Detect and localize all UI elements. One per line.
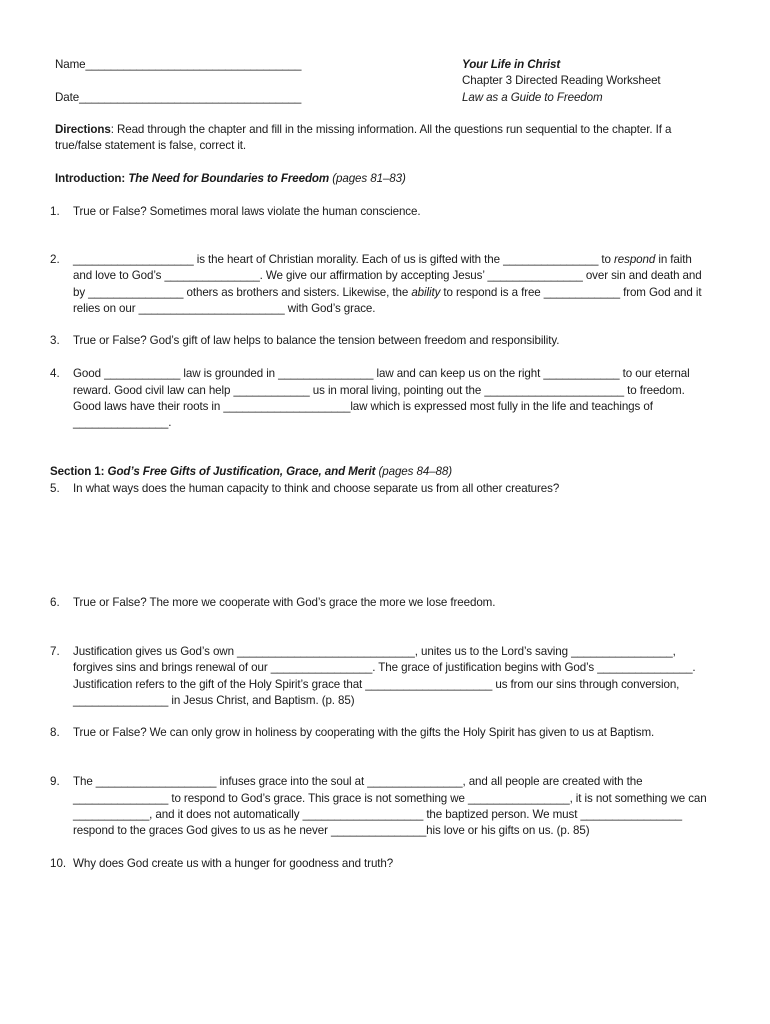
date-field[interactable]: Date___________________________________ (55, 91, 302, 104)
q7-line-3: Justification refers to the gift of the Holy Spirit’s grace that ____________________ us from our sins through conversion, (73, 678, 680, 691)
q2-respond: respond (614, 253, 656, 266)
q2-number: 2. (50, 253, 60, 266)
q7-line-4: _______________ in Jesus Christ, and Baptism. (p. 85) (73, 694, 355, 707)
q7-line-1: Justification gives us God’s own ____________________________, unites us to the Lord’s saving ________________, (73, 645, 676, 658)
directions-line-1 (55, 122, 671, 138)
q1-text: True or False? Sometimes moral laws violate the human conscience. (73, 205, 421, 218)
intro-pages: (pages 81–83) (329, 172, 406, 185)
q7-number: 7. (50, 645, 60, 658)
section1-heading (50, 464, 452, 480)
q5-text: In what ways does the human capacity to think and choose separate us from all other creatures? (73, 482, 560, 495)
q9-line-4: respond to the graces God gives to us as he never _______________his love or his gifts on us. (p. 85) (73, 824, 590, 837)
q4-line-3: Good laws have their roots in ____________________law which is expressed most fully in the life and teachings of (73, 400, 653, 413)
q9-line-2: _______________ to respond to God’s grace. This grace is not something we ________________, it is not something we can (73, 792, 707, 805)
section1-title: God’s Free Gifts of Justification, Grace, and Merit (107, 465, 376, 478)
q4-line-4: _______________. (73, 416, 172, 429)
q2-line-2: and love to God’s _______________. We give our affirmation by accepting Jesus’ _______________ over sin and death and (73, 269, 702, 282)
q2-line-1 (73, 252, 692, 268)
q3-text: True or False? God’s gift of law helps to balance the tension between freedom and responsibility. (73, 334, 560, 347)
q9-number: 9. (50, 775, 60, 788)
directions-label: Directions (55, 123, 111, 136)
q3-number: 3. (50, 334, 60, 347)
q2-line-1c: in faith (655, 253, 692, 266)
q6-text: True or False? The more we cooperate with God’s grace the more we lose freedom. (73, 596, 496, 609)
intro-label: Introduction: (55, 172, 129, 185)
q10-text: Why does God create us with a hunger for goodness and truth? (73, 857, 394, 870)
q10-number: 10. (50, 857, 67, 870)
q5-number: 5. (50, 482, 60, 495)
q7-line-2: forgives sins and brings renewal of our ________________. The grace of justification begins with God’s _______________. (73, 661, 696, 674)
q4-line-2: reward. Good civil law can help ____________ us in moral living, pointing out the ______________________ to freedom. (73, 384, 685, 397)
section1-pages: (pages 84–88) (375, 465, 452, 478)
q2-ability: ability (411, 286, 441, 299)
q9-line-3: ____________, and it does not automatically ___________________ the baptized person. We must ________________ (73, 808, 683, 821)
q8-number: 8. (50, 726, 60, 739)
q2-line-3 (73, 285, 701, 301)
q8-text: True or False? We can only grow in holiness by cooperating with the gifts the Holy Spirit has given to us at Baptism. (73, 726, 655, 739)
directions-line-2: true/false statement is false, correct it. (55, 139, 247, 152)
chapter-heading: Chapter 3 Directed Reading Worksheet (462, 74, 661, 87)
name-field[interactable]: Name__________________________________ (55, 58, 302, 71)
directions-text-1: : Read through the chapter and fill in the missing information. All the questions run sequential to the chapter. If a (110, 123, 672, 136)
q2-line-4: relies on our _______________________ with God’s grace. (73, 302, 376, 315)
q4-line-1: Good ____________ law is grounded in _______________ law and can keep us on the right ____________ to our eternal (73, 367, 690, 380)
q1-number: 1. (50, 205, 60, 218)
q2-line-1a: ___________________ is the heart of Christian morality. Each of us is gifted with the _______________ to (73, 253, 615, 266)
q2-line-3a: by _______________ others as brothers and sisters. Likewise, the (73, 286, 412, 299)
book-title: Your Life in Christ (462, 58, 561, 71)
section1-label: Section 1: (50, 465, 108, 478)
q9-line-1: The ___________________ infuses grace into the soul at _______________, and all people are created with the (73, 775, 643, 788)
q6-number: 6. (50, 596, 60, 609)
q2-line-3c: to respond is a free ____________ from God and it (440, 286, 702, 299)
q4-number: 4. (50, 367, 60, 380)
chapter-title: Law as a Guide to Freedom (462, 91, 603, 104)
intro-title: The Need for Boundaries to Freedom (128, 172, 330, 185)
intro-heading (55, 171, 406, 187)
